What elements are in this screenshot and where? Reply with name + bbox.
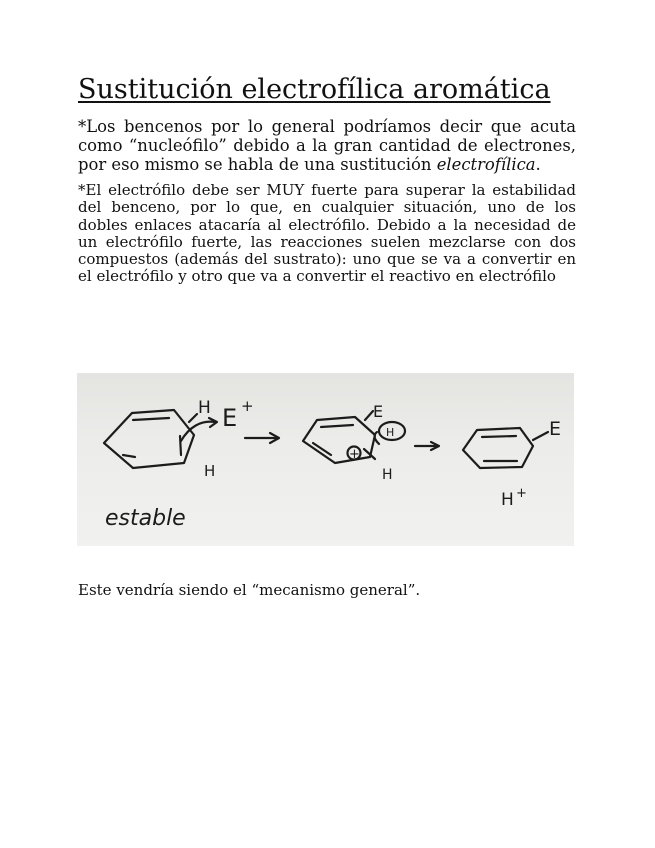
label-h-circled: H	[386, 426, 395, 439]
label-proton-charge: +	[516, 486, 527, 501]
double-bond-left-vert	[180, 436, 181, 455]
label-h-bottom-middle: H	[382, 467, 393, 483]
e-bond-middle	[365, 411, 373, 420]
mechanism-figure	[77, 373, 574, 546]
label-charge-plus: +	[241, 397, 254, 415]
page-title: Sustitución electrofílica aromática	[78, 74, 551, 105]
label-electrophile-right: E	[549, 418, 562, 440]
paragraph-nucleophile-emphasis: electrofílica	[436, 155, 536, 174]
curved-arrow-middle	[375, 432, 379, 444]
paragraph-nucleophile-end: .	[535, 155, 541, 174]
e-bond-right	[533, 432, 548, 440]
double-bond-left-bottom	[123, 455, 135, 457]
h-bond-left	[189, 414, 197, 422]
double-bond-middle-top	[321, 425, 353, 427]
label-proton: H	[501, 490, 514, 510]
label-electrophile-left: E	[222, 404, 238, 432]
benzene-ring-middle	[303, 417, 375, 463]
label-h-top-left: H	[198, 398, 211, 418]
mechanism-drawing	[77, 373, 574, 546]
paragraph-mechanism: Este vendría siendo el “mecanismo general”.	[78, 581, 421, 599]
paragraph-nucleophile	[78, 117, 576, 174]
label-electrophile-middle: E	[373, 402, 384, 421]
label-estable: estable	[105, 506, 186, 531]
label-h-bottom-left: H	[204, 462, 216, 480]
paragraph-nucleophile-text: *Los bencenos por lo general podríamos decir que acuta como “nucleófilo” debido a la gran cantidad de electrones, por eso mismo se habla de una sustitución	[78, 117, 576, 174]
paragraph-electrophile: *El electrófilo debe ser MUY fuerte para superar la estabilidad del benceno, por lo que, en cualquier situación, uno de los dobles enlaces atacaría al electrófilo. Debido a la necesidad de un electrófilo fuerte, las reacciones suelen mezclarse con dos compuestos (además del sustrato): uno que se va a convertir en el electrófilo y otro que va a convertir el reactivo en electrófilo	[78, 181, 576, 286]
label-carbocation-plus: +	[349, 447, 360, 462]
double-bond-left-top	[133, 418, 169, 420]
double-bond-right-top	[482, 436, 516, 437]
